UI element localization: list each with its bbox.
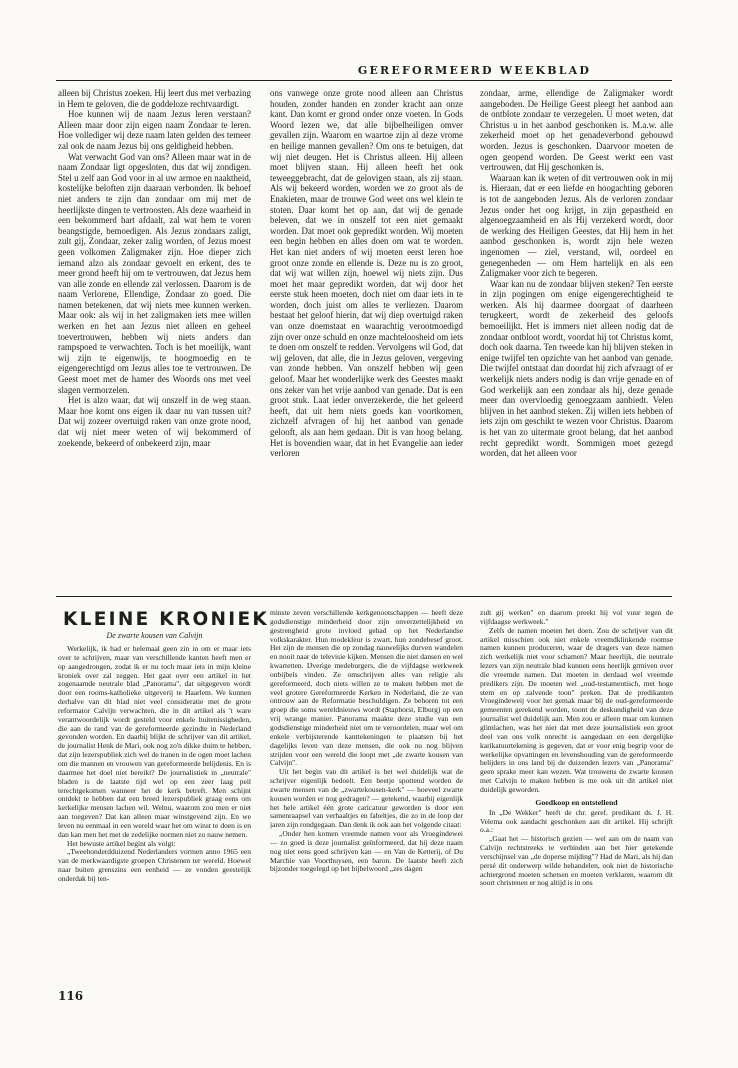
- kroniek-title: KLEINE KRONIEK: [63, 609, 270, 630]
- article-column-1: [58, 88, 251, 590]
- page-header: GEREFORMEERD WEEKBLAD: [357, 64, 592, 77]
- page-number: 116: [58, 989, 84, 1003]
- kroniek-column-2: [270, 609, 463, 983]
- paragraph: In „De Wekker" heeft de chr. geref. predikant ds. J. H. Velema ook aandacht geschonken aan dit artikel. Hij schrijft o.a.:: [480, 807, 673, 835]
- paragraph: Waaraan kan ik weten of dit vertrouwen ook in mij is. Hieraan, dat er een liefde en hoogachting geboren is tot de aangeboden Jezus. Als de verloren zondaar Jezus onder het oog krijgt, in zijn gepastheid en algenoegzaamheid en als Hij verzekerd wordt, door de werking des Heiligen Geestes, dat Hij hem in het aanbod geschonken is, wordt zijn hele wezen ingenomen — ziel, verstand, wil, oordeel en genegenheden — om Hem hartelijk en als een Zaligmaker voor zich te begeren.: [480, 172, 673, 279]
- header-rule: [56, 80, 672, 81]
- article-column-3: [480, 88, 673, 590]
- paragraph: Zelfs de namen moeten het doen. Zou de schrijver van dit artikel misschien ook niet enkele vreemdklinkende roomse namen kunnen produceren, waar de dragers van deze namen zich werkelijk niet voor schamen? Maar heerlijk, die neutrale lezers van zijn neutrale blad kunnen eens heerlijk grmiven over die vreemde namen. Dat moeten in derdaad wel vreemde predikers zijn. De moeten wel „oud-testamentisch, met hoge stem en op zalvende toon" preken. Dat de predikanten Vroegindeweij voor het gemak maar bij de oud-gereformeerde gemeenten gerekend worden, toont de deskundigheid van deze journalist wel duidelijk aan. Men zou er alleen maar om kunnen glimlachen, was het niet dat met deze journalistiek een groot deel van ons volk onrecht is aangedaan en een dergelijke karikatuurtekening is gegeven, dat er voor enig begrip voor de werkelijke opvattingen en levenshouding van de gereformeerde belijders in ons land bij de duizenden lezers van „Panorama" geen sprake meer kan wezen. Wat trouwens de zwarte kousen met Calvijn te maken hebben is me ook uit dit artikel niet duidelijk geworden.: [480, 625, 673, 794]
- kroniek-subtitle: De zwarte kousen van Calvijn: [106, 631, 203, 640]
- paragraph: Wat verwacht God van ons? Alleen maar wat in de naam Zondaar ligt opgesloten, dus dat wij zondigen. Stel u zelf aan God voor in al uw armoe en naaktheid, kostelijke beloften zijn daaraan verbonden. Ik behoef niet anders te zijn dan zondaar om mij met de heerlijkste dingen te vertroosten. Als deze waarheid in een bekommerd hart afdaalt, zal wat hem te voren beangstigde, bemoedigen. Als Jezus zondaars zaligt, zult gij, Zondaar, zeker zalig worden, of Jezus moest geen volkomen Zaligmaker zijn. Hoe dieper zich iemand alzo als zondaar gevoelt en erkent, des te meer grond heeft hij om te vertrouwen, dat Jezus hem van alle zonde en ellende zal verlossen. Daarom is de naam Verlorene, Ellendige, Zondaar zo goed. Die namen betekenen, dat wij niets mee kunnen werken. Maar ook: als wij in het zaligmaken iets mee willen werken en het aan Jezus niet alleen en geheel toevertrouwen, hebben wij niets anders dan rampspoed te verwachten. Toch is het moeilijk, want wij zijn te eigenwijs, te hoogmoedig en te eigengerechtigd om Jezus alles toe te vertrouwen. De Geest moet met de hamer des Woords ons met veel slagen vermorzelen.: [58, 151, 251, 395]
- paragraph: Werkelijk, ik had er helemaal geen zin in om er maar iets over te schrijven, maar van verschillende kanten heeft men er op aangedrongen, zodat ik er nu toch maar iets in mijn kleine kroniek over zal zeggen. Het gaat over een artikel in het zogenaamde neutrale blad „Panorama", dat uitgegeven wordt door een rooms-katholieke uitgeverij te Haarlem. We kunnen derhalve van dit blad niet veel consideratie met de grote reformator Calvijn verwachten, die in dit artikel als 't ware verantwoordelijk wordt gesteld voor enkele buitenissigheden, die aan de rand van de gereformeerde gezindte in Nederland gevonden worden. En daarbij blijkt de schrijver van dit artikel, de journalist Henk de Mari, ook nog zo'n dikke duim te hebben, dat zijn lezerspubliek zich wel de tranen in de ogen moet lachen om die mannen en vrouwen van gereformeerde belijdenis. En is daarmee het doel niet bereikt? De journalistiek in „neutrale" bladen is de laatste tijd wel op een zeer laag peil terechtgekomen wanneer het de kerk betreft. Men schijnt ontdekt te hebben dat een breed lezerspubliek graag eens om kerkelijke mensen lachen wil. Welnu, waarom zou men er niet aan toegeven? Dat kan alleen maar winstgevend zijn. En we leven nu eenmaal in een wereld waar het om winst te doen is en dan kan men het met de zedelijke normen niet zo nauw nemen.: [58, 645, 251, 839]
- paragraph: „Onder hen komen vreemde namen voor als Vroegindewei — zo goed is deze journalist geïnformeerd, dat hij deze naam nog niet eens goed schrijven kan — en Van de Ketterij, of Du Marchie van Voorthuysen, een baron. De laatste heeft zich bijzonder toegelegd op het bijbelwoord „zes dagen: [270, 829, 463, 874]
- paragraph: Uit het begin van dit artikel is het wel duidelijk wat de schrijver eigenlijk bedoelt. Een beetje spottend worden de zwarte mensen van de „zwartekousen-kerk" — hoeveel zwarte kousen worden er nog gedragen? — getekend, waarbij eigenlijk het hele artikel één grote caricatuur geworden is door een samenraapsel van verhaaltjes en fabeltjes, die zo in de loop der jaren zijn rondgegaan. Dan denk ik ook aan het volgende citaat:: [270, 767, 463, 830]
- kroniek-column-1: [58, 645, 251, 983]
- paragraph: alleen bij Christus zoeken. Hij leert dus met verbazing in Hem te geloven, die de goddeloze rechtvaardigt.: [58, 88, 251, 109]
- paragraph: minste zeven verschillende kerkgenootschappen — heeft deze godsdienstige minderheid door zijn onverzettelijkheid en gestrengheid grote invloed gehad op het Nederlandse volkskarakter. Hun modekleur is zwart, hun zondebesef groot. Het zijn de mensen die op zondag nauwelijks durven wandelen en nooit naar de televisie kijken. Mensen die niet dansen en wel kwartetten. IJverige medeburgers, die de vijfdagse werkweek onbijbels vinden. Ze omschrijven alles van religie als gereformeerd, doch niets willen ze te maken hebben met de veel grotere Gereformeerde Kerken in Nederland, die ze van ontrouw aan de Reformatie beschuldigen. Ze behoren tot een groep die soms wereldnieuws wordt (Staphorst, Elburg) op een vrij wrange manier. Panorama maakte deze studie van een godsdienstige minderheid niet om te veroordelen, maar wel om enkele verbijsterende kanttekeningen te plaatsen bij het dagelijks leven van deze mensen, die ook nu nog blijven strijden voor een wereld die loopt met „de zwarte kousen van Calvijn".: [270, 609, 463, 768]
- paragraph: zondaar, arme, ellendige de Zaligmaker wordt aangeboden. De Heilige Geest pleegt het aanbod aan de ontblote zondaar te verzegelen. U moet weten, dat Christus u in het aanbod geschonken is. M.a.w. alle zekerheid moet op het genadeverbond gebouwd worden. Jezus is geschonken. Daarvoor moeten de ogen geopend worden. De Geest werkt een vast vertrouwen, dat Hij geschonken is.: [480, 88, 673, 173]
- paragraph: ons vanwege onze grote nood alleen aan Christus houden, zonder handen en zonder kracht aan onze kant. Dan komt er grond onder onze voeten. In Gods Woord lezen we, dat alle bijbelheiligen omver gevallen zijn. Waarom en waartoe zijn al deze vrome en heilige mannen gevallen? Om ons te betuigen, dat wij niet deugen. Het is Christus alleen. Hij alleen moet blijven staan. Hij alleen heeft het ook teweeggebracht, dat de gelovigen staan, als zij staan. Als wij bekeerd worden, worden we zo groot als de Enakieten, maar de trouwe God weet ons wel klein te stoten. Daar komt het op aan, dat wij de genade beleven, dat we in onszelf tot een niet gemaakt worden. Dat moet ook gepredikt worden. Wij moeten een begin hebben en alles doen om wat te worden. Het kan niet anders of wij moeten eerst leren hoe groot onze zonde en ellende is. Deze nu is zo groot, dat wij wat willen zijn, hoewel wij niets zijn. Dus moet het maar gepredikt worden, dat wij door het eerste stuk heen moeten, doch niet om daar iets in te worden, doch juist om alles te verliezen. Daarom bestaat het geloof hierin, dat wij diep overtuigd raken van onze doemstaat en waarachtig verootmoedigd zijn over onze schuld en onze machteloosheid om iets te doen om onszelf te redden. Vervolgens wil God, dat wij geloven, dat alle, die in Jezus geloven, vergeving van zonde hebben. Van onszelf hebben wij geen geloof. Maar het wonderlijke werk des Geestes maakt ons zeker van het vrije aanbod van genade. Dat is een groot stuk. Laat ieder onverzekerde, die het geleerd heeft, dat uit hem niets goeds kan voortkomen, zichzelf afvragen of hij het aanbod van genade gelooft, als aan hem gedaan. Dit is van hoog belang. Het is bovendien waar, dat in het Evangelie aan ieder verloren: [270, 88, 463, 459]
- paragraph: Waar kan nu de zondaar blijven steken? Ten eerste in zijn pogingen om enige eigengerechtigheid te werken. Als hij daarmee doorgaat of daarheen terugkeert, wordt de zekerheid des geloofs bemoeilijkt. Het is immers niet alleen nodig dat de zondaar ontbloot wordt, voordat hij tot Christus komt, doch ook daarna. Ten tweede kan hij blijven steken in enige twijfel ten opzichte van het aanbod van genade. Die twijfel ontstaat dan doordat hij zich afvraagt of er werkelijk niets anders nodig is dan vrije genade en of God werkelijk aan een zondaar als hij, deze genade meer dan overvloedig genoegzaam aanbiedt. Velen blijven in het aanbod steken. Zij willen iets hebben of iets zijn om geschikt te wezen voor Christus. Daarom is het van zo uitermate groot belang, dat het aanbod recht gepredikt wordt. Sommigen moet gezegd worden, dat het alleen voor: [480, 278, 673, 459]
- kroniek-subheading: Goedkoop en ontstellend: [535, 797, 618, 807]
- paragraph: Het is alzo waar, dat wij onszelf in de weg staan. Maar hoe komt ons eigen ik daar nu van tussen uit? Dat wij zozeer overtuigd raken van onze grote nood, dat wij niet meer weten of wij bekommerd of zoekende, bekeerd of onbekeerd zijn, maar: [58, 395, 251, 448]
- section-rule: [56, 596, 672, 597]
- paragraph: „Gaat het — historisch gezien — wel aan om de naam van Calvijn rechtstreeks te verbinden aan het hier getekende verschijnsel van „de doperse mijding"? Had de Mari, als hij dan persé dit onderwerp wilde behandelen, ook niet de historische achtergrond moeten schetsen en moeten verklaren, waarom dit soort christenen er nog altijd is in ons: [480, 834, 673, 888]
- kroniek-column-3: [480, 609, 673, 983]
- paragraph: „Tweehonderdduizend Nederlanders vormen anno 1965 een van de merkwaardigste groepen Christenen ter wereld. Hoewel naar buiten grenszins een eenheid — ze vonden geestelijk onderdak bij ten-: [58, 847, 251, 883]
- paragraph: zult gij werken" en daarom preekt hij vol vuur tegen de vijfdaagse werkweek.": [480, 609, 673, 626]
- paragraph: Hoe kunnen wij de naam Jezus leren verstaan? Alleen maar door zijn eigen naam Zondaar te leren. Hoe vollediger wij deze naam laten gelden des temeer zal ook de naam Jezus bij ons geldigheid hebben.: [58, 109, 251, 151]
- article-column-2: [270, 88, 463, 590]
- paragraph: Het bewuste artikel begint als volgt:: [67, 838, 176, 848]
